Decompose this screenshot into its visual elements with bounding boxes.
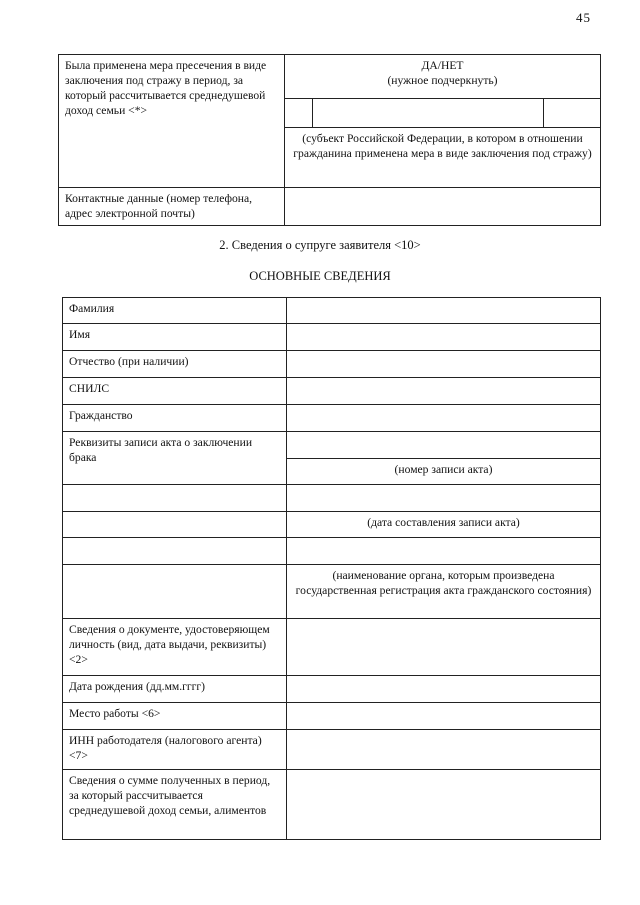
blank-label-1 [63,485,287,512]
record-number-hint: (номер записи акта) [287,459,601,485]
subsection-title: ОСНОВНЫЕ СВЕДЕНИЯ [249,269,391,283]
registry-office-hint: (наименование органа, которым произведена государственная регистрация акта гражданского состояния) [287,565,601,619]
patronymic-label: Отчество (при наличии) [63,351,287,378]
blank-label-2 [63,512,287,538]
region-hint: (субъект Российской Федерации, в котором в отношении гражданина применена мера в виде заключения под стражу) [285,128,601,188]
blank-label-4 [63,565,287,619]
surname-field[interactable] [287,298,601,324]
name-label: Имя [63,324,287,351]
identity-doc-field[interactable] [287,619,601,676]
workplace-field[interactable] [287,703,601,730]
region-input-row[interactable] [285,99,601,128]
page-number: 45 [576,10,591,25]
workplace-label: Место работы <6> [63,703,287,730]
marriage-record-label: Реквизиты записи акта о заключении брака [63,432,287,485]
birth-date-field[interactable] [287,676,601,703]
income-info-label: Сведения о сумме полученных в период, за который рассчитывается среднедушевой доход семьи, алиментов [63,770,287,840]
surname-label: Фамилия [63,298,287,324]
citizenship-label: Гражданство [63,405,287,432]
yes-no-hint: (нужное подчеркнуть) [387,74,498,87]
section-title: 2. Сведения о супруге заявителя <10> [219,238,421,252]
contact-label: Контактные данные (номер телефона, адрес электронной почты) [59,188,285,226]
blank-label-3 [63,538,287,565]
yes-no-value: ДА/НЕТ [421,59,464,72]
record-date-field[interactable] [287,485,601,512]
patronymic-field[interactable] [287,351,601,378]
yes-no-cell[interactable] [285,55,601,99]
snils-label: СНИЛС [63,378,287,405]
birth-date-label: Дата рождения (дд.мм.гггг) [63,676,287,703]
detention-measure-label: Была применена мера пресечения в виде заключения под стражу в период, за который рассчитывается среднедушевой доход семьи <*> [59,55,285,188]
citizenship-field[interactable] [287,405,601,432]
spouse-info-table [62,297,601,840]
registry-office-field[interactable] [287,538,601,565]
snils-field[interactable] [287,378,601,405]
region-box-right[interactable] [544,99,600,127]
record-date-hint: (дата составления записи акта) [287,512,601,538]
identity-doc-label: Сведения о документе, удостоверяющем личность (вид, дата выдачи, реквизиты) <2> [63,619,287,676]
income-info-field[interactable] [287,770,601,840]
employer-inn-field[interactable] [287,730,601,770]
region-box-main[interactable] [313,99,544,127]
record-number-field[interactable] [287,432,601,459]
region-box-left[interactable] [285,99,313,127]
detention-table [58,54,601,226]
name-field[interactable] [287,324,601,351]
contact-field[interactable] [285,188,601,226]
employer-inn-label: ИНН работодателя (налогового агента) <7> [63,730,287,770]
